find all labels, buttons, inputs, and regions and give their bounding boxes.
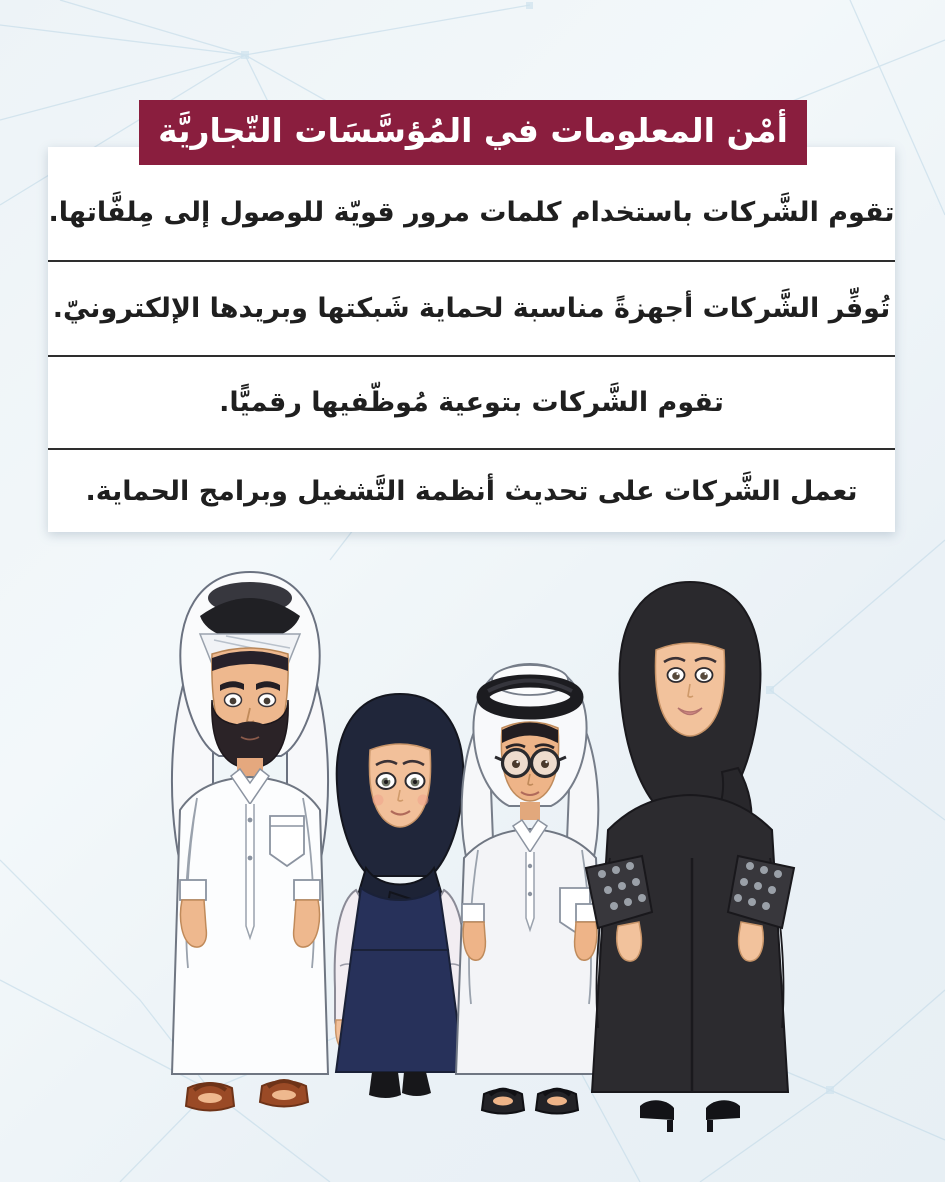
rule-row <box>48 450 895 532</box>
title-banner <box>139 100 807 165</box>
son-figure <box>456 664 604 1114</box>
family-illustration <box>140 558 840 1142</box>
daughter-figure <box>335 694 466 1098</box>
mother-figure <box>586 582 794 1132</box>
page-title: أمْن المعلومات في المُؤسَّسَات التّجاريَّة <box>158 111 788 150</box>
rule-row <box>48 357 895 450</box>
rule-text-4: تعمل الشَّركات على تحديث أنظمة التَّشغيل وبرامج الحماية. <box>85 475 858 507</box>
rule-row <box>48 262 895 357</box>
rule-text-3: تقوم الشَّركات بتوعية مُوظّفيها رقميًّا. <box>219 387 724 418</box>
rules-card <box>48 147 895 532</box>
rule-text-1: تقوم الشَّركات باستخدام كلمات مرور قويّة للوصول إلى مِلفَّاتها. <box>48 197 895 228</box>
rule-text-2: تُوفِّر الشَّركات أجهزةً مناسبة لحماية شَبكتها وبريدها الإلكترونيّ. <box>52 293 891 324</box>
father-figure <box>172 572 328 1111</box>
